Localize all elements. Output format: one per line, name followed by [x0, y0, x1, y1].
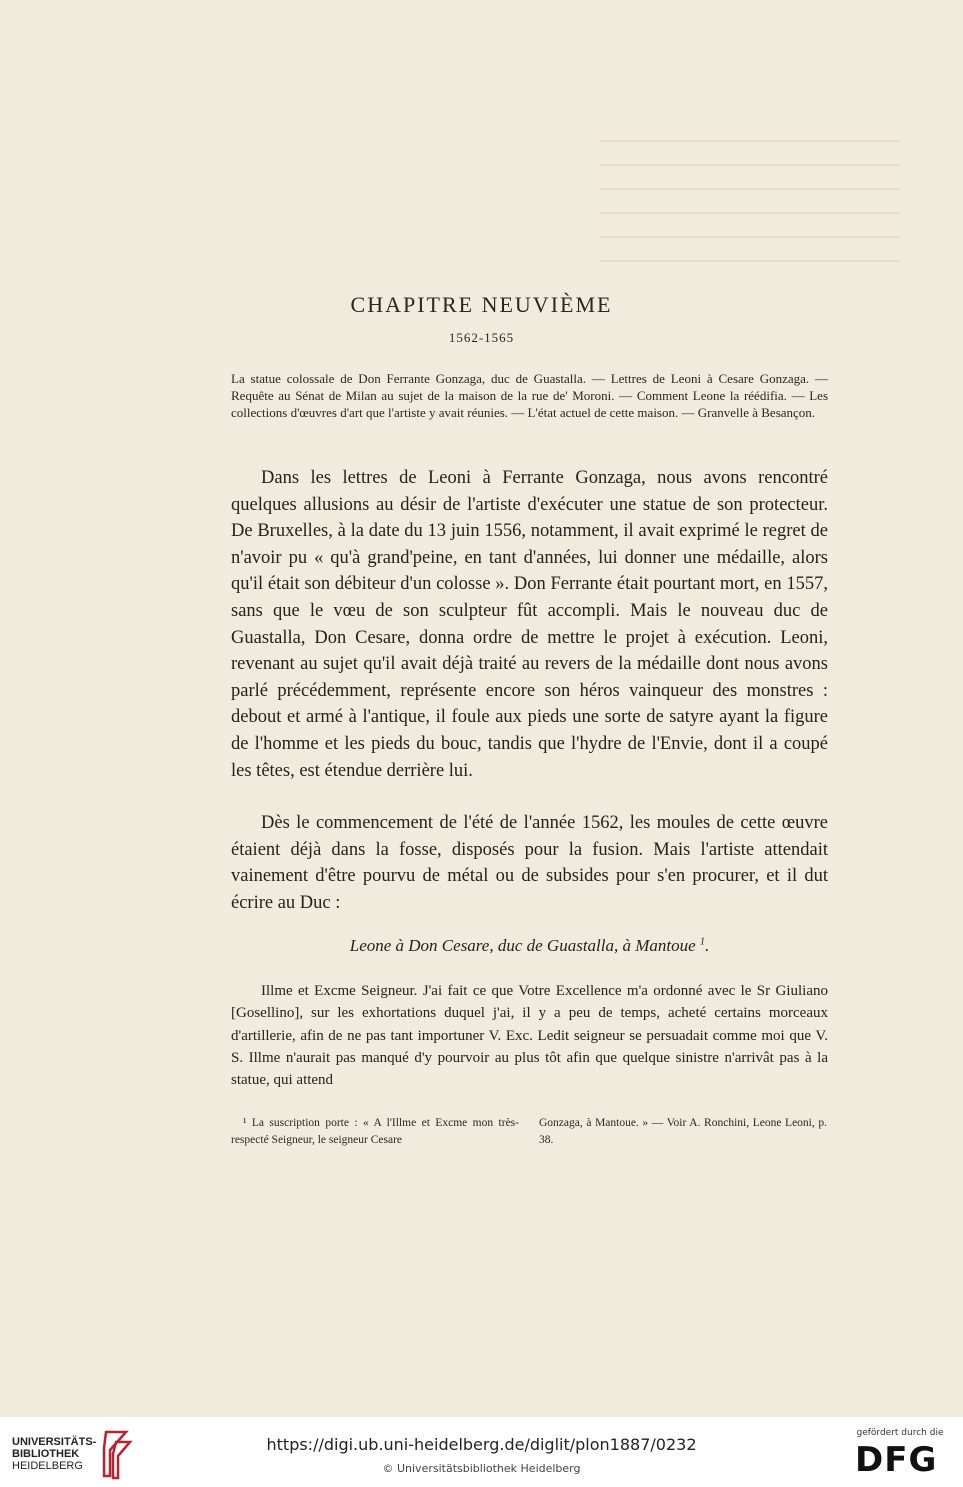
- dfg-logo[interactable]: DFG: [855, 1440, 938, 1480]
- library-name-line-1: UNIVERSITÄTS-: [12, 1436, 97, 1448]
- paragraph-1: Dans les lettres de Leoni à Ferrante Gonzaga, nous avons rencontré quelques allusions au désir de l'artiste d'exécuter une statue de son protecteur. De Bruxelles, à la date du 13 juin 1556, notamment, il avait exprimé le regret de n'avoir pu « qu'à grand'peine, en tant d'années, lui donner une médaille, alors qu'il était son débiteur d'un colosse ». Don Ferrante était pourtant mort, en 1557, sans que le vœu de son sculpteur fût accompli. Mais le nouveau duc de Guastalla, Don Cesare, donna ordre de mettre le projet à exécution. Leoni, revenant au sujet qu'il avait déjà traité au revers de la médaille dont nous avons parlé précédemment, représente encore son héros vainqueur des monstres : debout et armé à l'antique, il foule aux pieds une sorte de satyre ayant la figure de l'homme et les pieds du bouc, tandis que l'hydre de l'Envie, dont il a coupé les têtes, est étendue derrière lui.: [231, 468, 828, 781]
- library-name-line-2: BIBLIOTHEK: [12, 1448, 80, 1460]
- library-name-line-3: HEIDELBERG: [12, 1460, 83, 1472]
- footnote-column-2: Gonzaga, à Mantoue. » — Voir A. Ronchini, Leone Leoni, p. 38.: [539, 1117, 827, 1146]
- chapter-years: 1562-1565: [448, 330, 515, 345]
- bleed-through-text: [600, 140, 900, 300]
- paragraph-2: Dès le commencement de l'été de l'année 1562, les moules de cette œuvre étaient déjà dans la fosse, disposés pour la fusion. Mais l'artiste attendait vainement d'être pourvu de métal ou de subsides pour s'en procurer, et il dut écrire au Duc :: [231, 813, 828, 913]
- footnote-marker: 1: [699, 936, 706, 948]
- funded-by-label: gefördert durch die: [856, 1428, 944, 1438]
- letter-heading: Leone à Don Cesare, duc de Guastalla, à Mantoue $^1$.: [349, 936, 710, 955]
- footnote-column-1: ¹ La suscription porte : « A l'Illme et Excme mon très-respecté Seigneur, le seigneur Cesare: [231, 1117, 519, 1146]
- letter-text: Illme et Excme Seigneur. J'ai fait ce que Votre Excellence m'a ordonné avec le Sr Giuliano [Gosellino], sur les exhortations duquel j'ai, il y a peu de temps, acheté certains morceaux d'artillerie, afin de ne pas tant importuner V. Exc. Ledit seigneur se persuadait comme moi que V. S. Illme n'aurait pas manqué d'y pourvoir au plus tôt afin que quelque sinistre n'arrivât pas à la statue, qui attend: [231, 983, 828, 1089]
- permalink-url[interactable]: https://digi.ub.uni-heidelberg.de/diglit/plon1887/0232: [266, 1435, 697, 1454]
- copyright-notice: © Universitätsbibliothek Heidelberg: [382, 1462, 581, 1475]
- chapter-title: CHAPITRE NEUVIÈME: [350, 292, 613, 317]
- chapter-summary: La statue colossale de Don Ferrante Gonzaga, duc de Guastalla. — Lettres de Leoni à Cesare Gonzaga. — Requête au Sénat de Milan au sujet de la maison de la rue de' Moroni. — Comment Leone la réédifia. — Les collections d'œuvres d'art que l'artiste y avait réunies. — L'état actuel de cette maison. — Granvelle à Besançon.: [231, 371, 828, 420]
- letter-heading-text: Leone à Don Cesare, duc de Guastalla, à Mantoue: [349, 936, 696, 955]
